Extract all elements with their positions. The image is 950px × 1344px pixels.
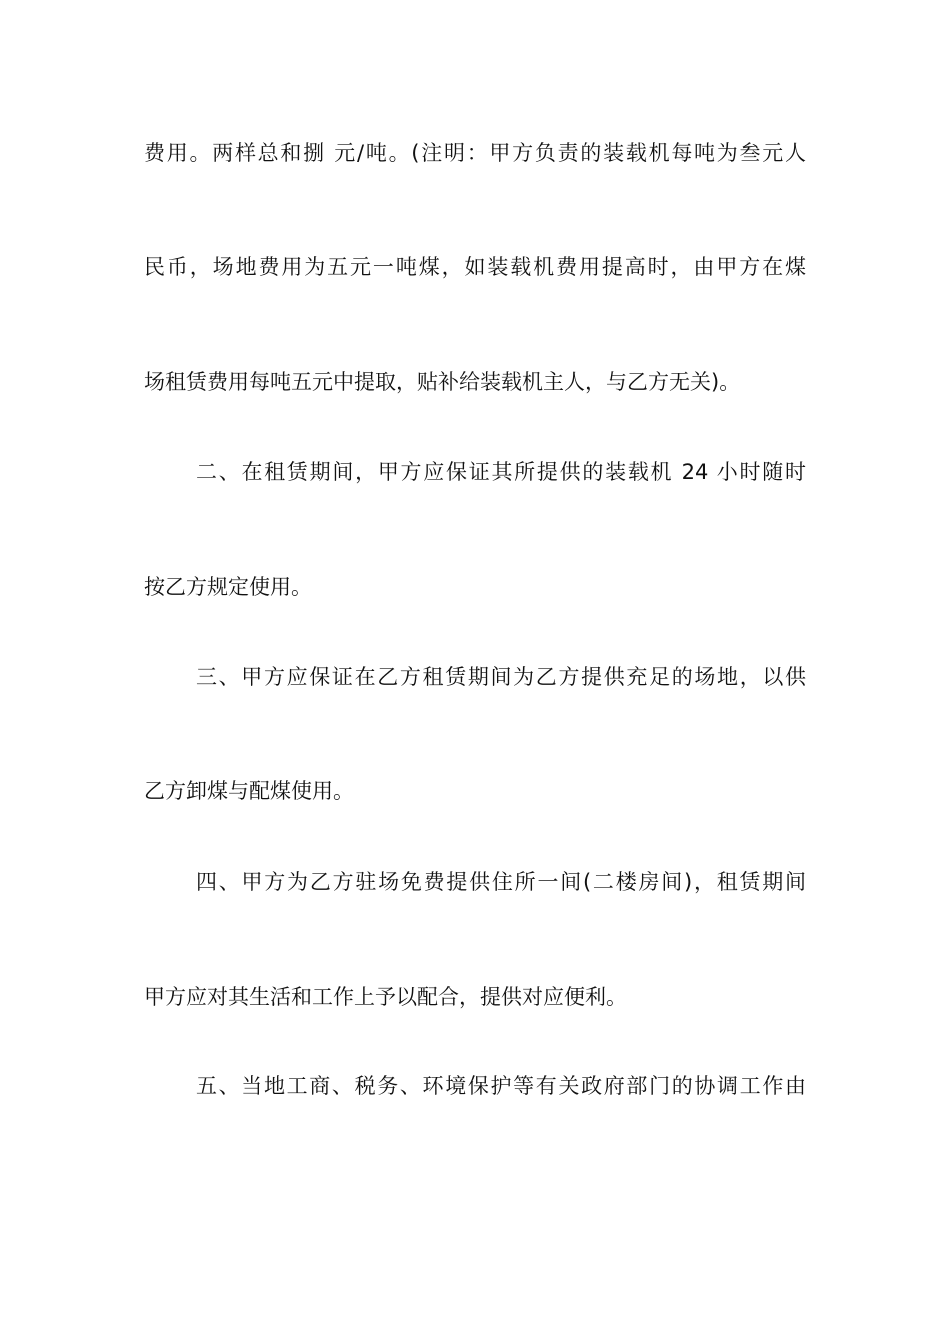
paragraph-line-3: 场租赁费用每吨五元中提取，贴补给装载机主人，与乙方无关)。 — [144, 370, 741, 394]
clause-two-line-1: 二、在租赁期间，甲方应保证其所提供的装载机 24 小时随时 — [196, 460, 806, 484]
clause-two-line-2: 按乙方规定使用。 — [144, 575, 312, 599]
clause-three-line-2: 乙方卸煤与配煤使用。 — [144, 779, 354, 803]
paragraph-line-2: 民币，场地费用为五元一吨煤，如装载机费用提高时，由甲方在煤 — [144, 255, 806, 279]
clause-four-line-1: 四、甲方为乙方驻场免费提供住所一间(二楼房间)，租赁期间 — [196, 870, 806, 894]
clause-three-line-1: 三、甲方应保证在乙方租赁期间为乙方提供充足的场地，以供 — [196, 665, 806, 689]
clause-four-line-2: 甲方应对其生活和工作上予以配合，提供对应便利。 — [144, 985, 627, 1009]
paragraph-line-1: 费用。两样总和捌 元/吨。(注明：甲方负责的装载机每吨为叁元人 — [144, 141, 806, 165]
clause-five-line-1: 五、当地工商、税务、环境保护等有关政府部门的协调工作由 — [196, 1074, 806, 1098]
